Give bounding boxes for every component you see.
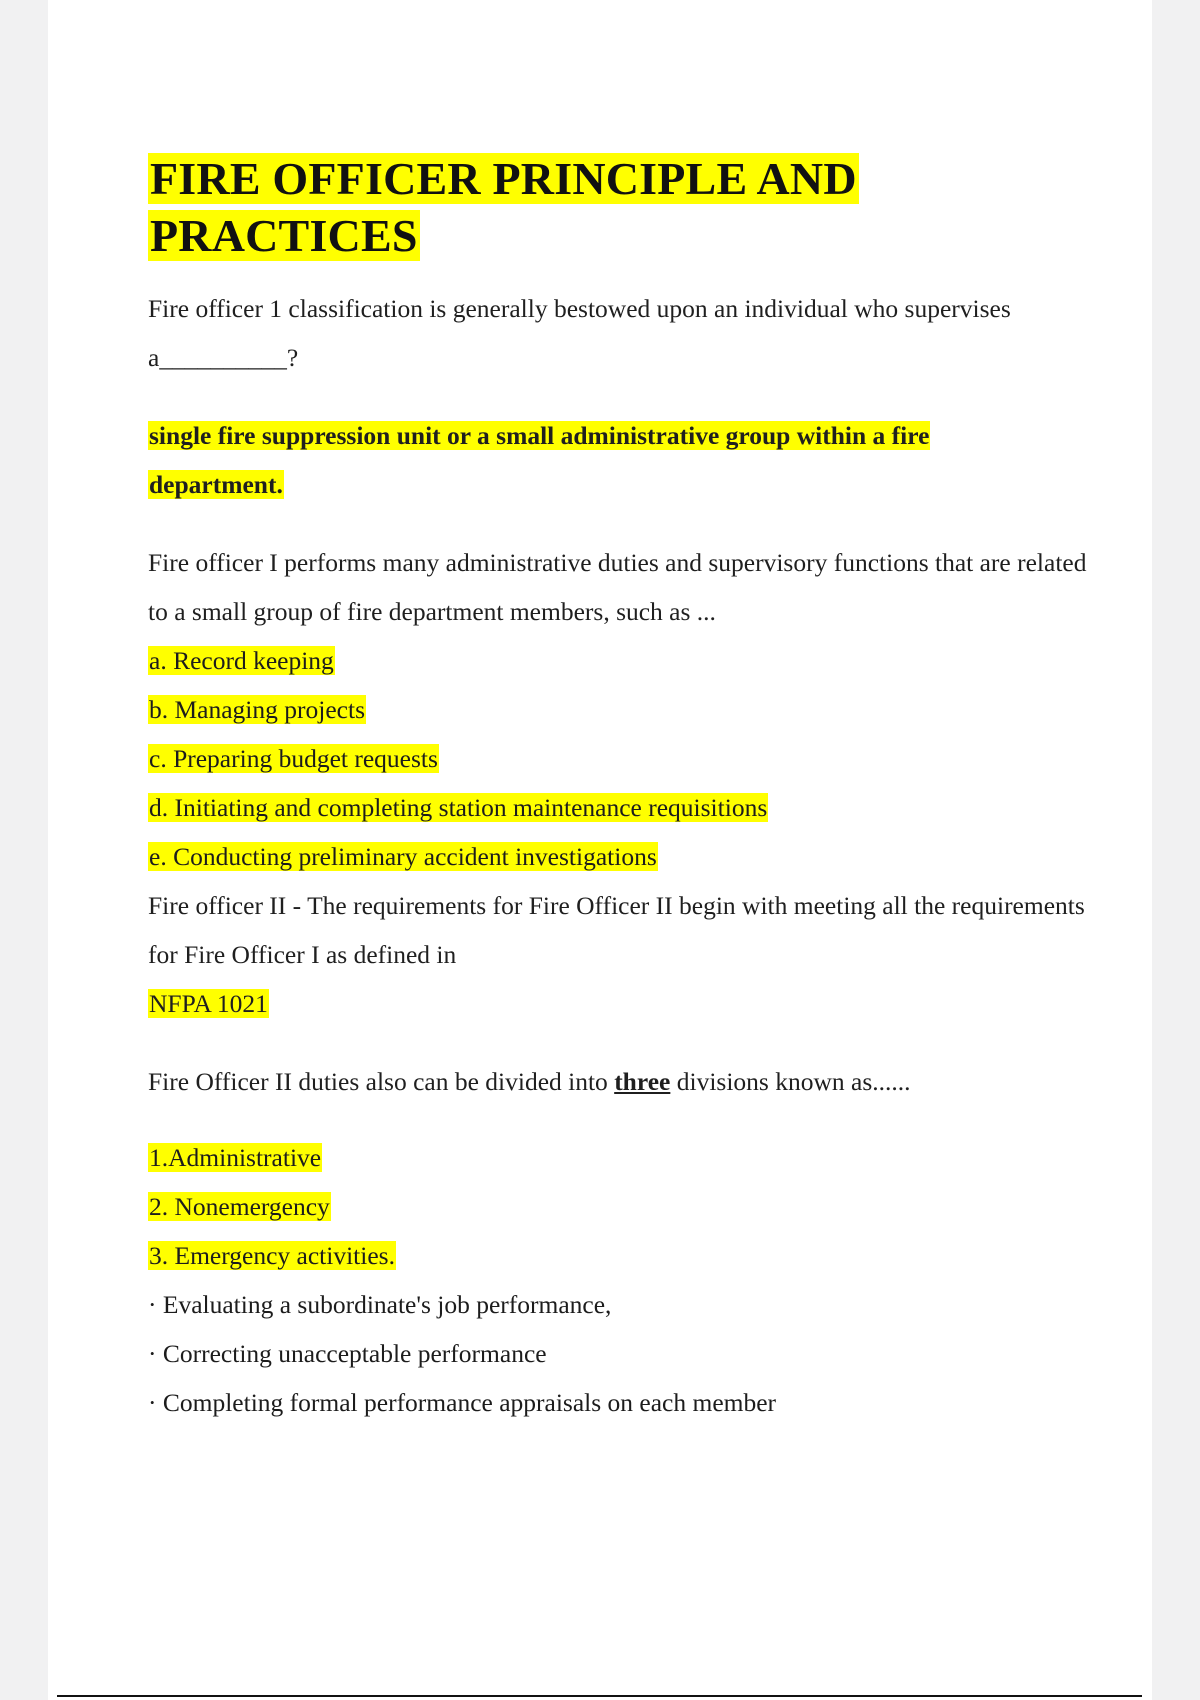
list-item: [148, 832, 1108, 881]
fire-officer-ii-requirements: Fire officer II - The requirements for Fire Officer II begin with meeting all the requirements for Fire Officer I as defined in: [148, 891, 1085, 969]
bullets-list: [148, 1280, 1108, 1427]
division-2: 2. Nonemergency: [149, 1192, 330, 1221]
duty-b: b. Managing projects: [149, 695, 365, 724]
question-1-blank: __________: [159, 343, 287, 372]
question-3: [148, 1057, 1108, 1106]
nfpa-standard: [148, 979, 1108, 1028]
list-item: · Evaluating a subordinate's job performance,: [148, 1290, 612, 1319]
duty-c: c. Preparing budget requests: [149, 744, 438, 773]
division-1: 1.Administrative: [149, 1143, 322, 1172]
nfpa-highlight: NFPA 1021: [149, 989, 268, 1018]
duty-d: d. Initiating and completing station maintenance requisitions: [149, 793, 768, 822]
list-item: [148, 783, 1108, 832]
question-3-prefix: Fire Officer II duties also can be divided into: [148, 1067, 615, 1096]
list-item: [148, 636, 1108, 685]
list-item: [148, 1182, 1108, 1231]
question-1-suffix: ?: [286, 343, 299, 372]
answer-1: [148, 411, 1028, 509]
document-content: [148, 150, 1108, 1427]
list-item: [148, 1133, 1108, 1182]
footer-divider: [57, 1695, 1142, 1697]
question-2: Fire officer I performs many administrative duties and supervisory functions that are related to a small group of fire department members, such as ...: [148, 548, 1087, 626]
divisions-list: [148, 1133, 1108, 1280]
duties-list: [148, 636, 1108, 881]
answer-1-highlight: single fire suppression unit or a small administrative group within a fire department.: [149, 421, 930, 499]
document-page: [48, 0, 1152, 1700]
list-item: · Completing formal performance appraisals on each member: [148, 1388, 777, 1417]
question-3-suffix: divisions known as......: [670, 1067, 911, 1096]
list-item: [148, 734, 1108, 783]
question-1: [148, 284, 1108, 382]
question-1-text: Fire officer 1 classification is generally bestowed upon an individual who supervises a: [148, 294, 1011, 372]
title-highlight: FIRE OFFICER PRINCIPLE AND PRACTICES: [150, 153, 857, 261]
list-item: [148, 685, 1108, 734]
document-title: [148, 150, 908, 264]
division-3: 3. Emergency activities.: [149, 1241, 395, 1270]
list-item: · Correcting unacceptable performance: [148, 1339, 547, 1368]
duty-e: e. Conducting preliminary accident investigations: [149, 842, 657, 871]
question-3-emphasis: three: [614, 1067, 671, 1096]
duty-a: a. Record keeping: [149, 646, 334, 675]
list-item: [148, 1231, 1108, 1280]
